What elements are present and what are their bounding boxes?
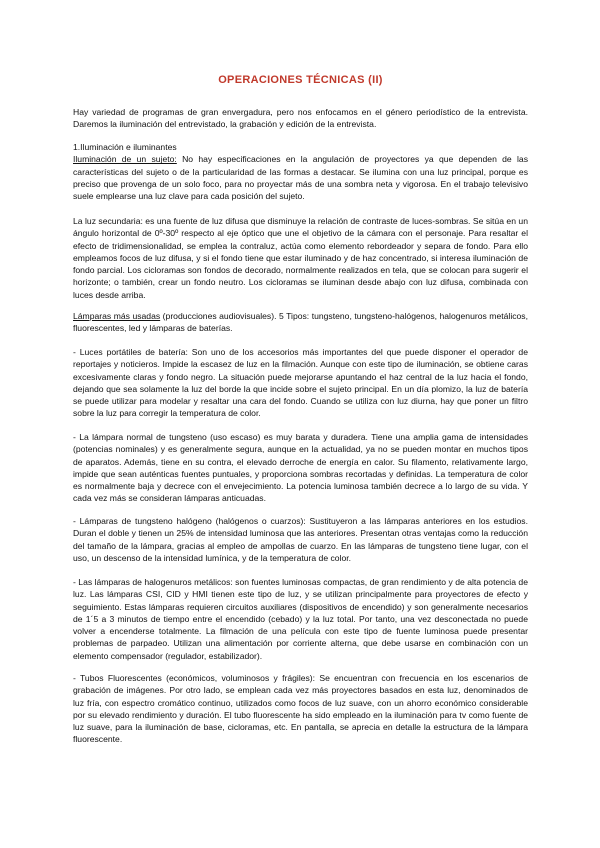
section-heading: 1.Iluminación e iluminantes [73,142,177,152]
luz-secundaria-paragraph: La luz secundaria: es una fuente de luz difusa que disminuye la relación de contraste de luces-sombras. Se sitúa en un ángulo horizontal de 0º-30º respecto al eje óptico que une el objetivo de la cámara con el personaje. Para resaltar el efecto de tridimensionalidad, se emplea la contraluz, actúa como elemento rebordeador y separa de fondo. Para ello empleamos focos de luz difusa, y si el fondo tiene que estar iluminado y de haz concentrado, si interesa iluminación de fondo parcial. Los cicloramas son fondos de decorado, normalmente realizados en tela, que se colocan para sugerir el horizonte; o también, crear un fondo neutro. Los cicloramas se iluminan desde abajo con luz difusa, combinada con luces desde arriba. [73,216,528,300]
metalicos-paragraph: - Las lámparas de halogenuros metálicos: son fuentes luminosas compactas, de gran rendimiento y de alta potencia de luz. Las lámparas CSI, CID y HMI tienen este tipo de luz, y se utilizan principalmente para proyectores de efecto y seguimiento. Estas lámparas requieren circuitos auxiliares (dispositivos de encendido) y son generalmente necesarios de 1´5 a 3 minutos de tiempo entre el encendido (cebado) y la luz total. Por tanto, una vez desconectada no puede volver a encenderse totalmente. La filmación de una película con este tipo de fuente luminosa puede presentar problemas de parpadeo. Utilizan una alimentación por corriente alterna, que debe usarse en combinación con un elemento compensador (regulador, estabilizador). [73,577,528,661]
sujeto-text: No hay especificaciones en la angulación de proyectores ya que dependen de las características del sujeto o de la particularidad de las formas a destacar. Se ilumina con una luz principal, porque es preciso que provenga de un solo foco, para no proyectar más de una sombra neta y vigorosa. En el trabajo televisivo suele emplearse una luz clave para cada posición del sujeto. [73,154,528,202]
halogeno-paragraph: - Lámparas de tungsteno halógeno (halógenos o cuarzos): Sustituyeron a las lámparas anteriores en los estudios. Duran el doble y tienen un 25% de intensidad luminosa que las anteriores. Presentan otras ventajas como la reducción del tamaño de la lámpara, gracias al empleo de ampollas de cuarzo. En las lámparas de tungsteno tiene lugar, con el uso, un descenso de la intensidad lumínica, y de la temperatura de color. [73,516,528,563]
fluorescentes-paragraph: - Tubos Fluorescentes (económicos, voluminosos y frágiles): Se encuentran con frecuencia en los escenarios de grabación de imágenes. Por otro lado, se emplean cada vez más proyectores basados en esta luz, denominados de luz fría, con espectro cromático continuo, utilizados como focos de luz suave, con un ahorro económico considerable por su elevado rendimiento y duración. El tubo fluorescente ha sido empleado en la iluminación para tv como fuente de luz suave, para la iluminación de base, cicloramas, etc. En pantalla, se aprecia en detalle la estructura de la lámpara fluorescente. [73,673,528,745]
sujeto-paragraph [73,153,528,202]
sujeto-label: Iluminación de un sujeto: [73,154,177,165]
lamparas-paragraph [73,310,528,335]
lamparas-text: (producciones audiovisuales). 5 Tipos: tungsteno, tungsteno-halógenos, halogenuros metálicos, fluorescentes, led y lámparas de baterías. [73,311,528,334]
bateria-paragraph: - Luces portátiles de batería: Son uno de los accesorios más importantes del que puede disponer el operador de reportajes y noticieros. Impide la escasez de luz en la filmación. Aunque con este tipo de iluminación, se obtiene caras excesivamente claras y fondo negro. La situación puede mejorarse apuntando el haz central de la luz hacia el fondo, dejando que sea solamente la luz del borde la que incide sobre el sujeto principal. En un día plomizo, la luz de batería se puede utilizar para modelar y resaltar una cara del fondo. Cuando se utiliza con luz diurna, hay que poner un filtro sobre la luz para corregir la temperatura de color. [73,347,528,419]
section-iluminacion [73,141,528,202]
lamparas-label: Lámparas más usadas [73,311,161,321]
intro-paragraph: Hay variedad de programas de gran envergadura, pero nos enfocamos en el género periodístico de la entrevista. Daremos la iluminación del entrevistado, la grabación y edición de la entrevista. [73,107,528,130]
document-title: OPERACIONES TÉCNICAS (II) [218,74,383,86]
tungsteno-paragraph: - La lámpara normal de tungsteno (uso escaso) es muy barata y duradera. Tiene una amplia gama de intensidades (potencias nominales) y es generalmente segura, aunque en la actualidad, ya no se pueden montar en muchos tipos de aparatos. Además, tiene en su contra, el elevado derroche de energía en calor. Su filamento, relativamente largo, impide que sean auténticas fuentes puntuales, y proporciona sombras recortadas y definidas. La temperatura de color es normalmente baja y decrece con el envejecimiento. La potencia luminosa también decrece a lo largo de su vida. Y cada vez más se consideran lámparas anticuadas. [73,432,528,504]
